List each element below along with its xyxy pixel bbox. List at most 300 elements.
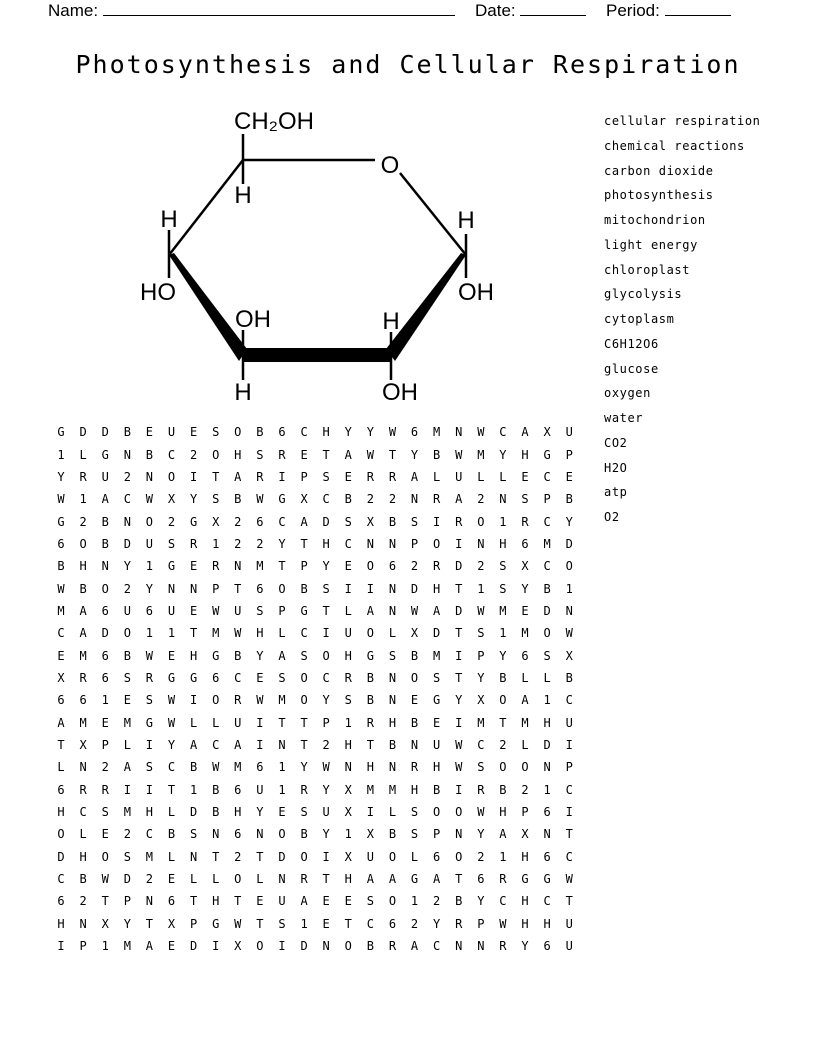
grid-letter[interactable]: I — [278, 939, 286, 954]
grid-letter[interactable]: H — [234, 805, 242, 820]
grid-letter[interactable]: W — [212, 760, 220, 775]
date-blank[interactable] — [520, 0, 586, 16]
grid-letter[interactable]: B — [388, 827, 397, 842]
grid-letter[interactable]: G — [57, 514, 65, 529]
grid-letter[interactable]: L — [521, 737, 529, 752]
grid-letter[interactable]: C — [565, 782, 573, 797]
grid-letter[interactable]: G — [300, 603, 308, 618]
grid-letter[interactable]: H — [322, 425, 330, 440]
grid-letter[interactable]: 2 — [410, 559, 419, 574]
grid-letter[interactable]: M — [145, 849, 154, 864]
grid-letter[interactable]: I — [565, 805, 573, 820]
grid-letter[interactable]: 1 — [212, 536, 220, 551]
grid-letter[interactable]: T — [455, 626, 463, 641]
grid-letter[interactable]: S — [145, 760, 154, 775]
grid-letter[interactable]: L — [388, 805, 397, 820]
grid-letter[interactable]: A — [234, 737, 242, 752]
grid-letter[interactable]: 6 — [256, 581, 264, 596]
grid-letter[interactable]: W — [499, 916, 507, 931]
grid-letter[interactable]: P — [212, 581, 220, 596]
grid-letter[interactable]: 6 — [433, 849, 441, 864]
grid-letter[interactable]: R — [189, 536, 198, 551]
grid-letter[interactable]: L — [79, 447, 87, 462]
grid-letter[interactable]: N — [167, 581, 176, 596]
grid-letter[interactable]: H — [433, 760, 441, 775]
grid-letter[interactable]: W — [455, 737, 463, 752]
grid-letter[interactable]: X — [410, 626, 419, 641]
grid-letter[interactable]: D — [455, 603, 463, 618]
grid-letter[interactable]: T — [565, 827, 573, 842]
grid-letter[interactable]: H — [499, 805, 507, 820]
grid-letter[interactable]: B — [234, 648, 242, 663]
grid-letter[interactable]: R — [410, 760, 419, 775]
grid-letter[interactable]: 6 — [410, 425, 419, 440]
grid-letter[interactable]: C — [167, 447, 176, 462]
period-field[interactable] — [606, 0, 731, 20]
grid-letter[interactable]: 6 — [57, 782, 65, 797]
grid-letter[interactable]: C — [543, 469, 551, 484]
grid-letter[interactable]: B — [433, 447, 441, 462]
grid-letter[interactable]: O — [322, 648, 330, 663]
grid-letter[interactable]: S — [300, 805, 308, 820]
grid-letter[interactable]: I — [123, 782, 131, 797]
grid-letter[interactable]: N — [101, 559, 109, 574]
grid-letter[interactable]: C — [366, 916, 374, 931]
grid-letter[interactable]: A — [366, 872, 374, 887]
grid-letter[interactable]: W — [366, 447, 374, 462]
grid-letter[interactable]: O — [410, 670, 419, 685]
grid-letter[interactable]: U — [565, 715, 573, 730]
grid-letter[interactable]: R — [278, 447, 286, 462]
grid-letter[interactable]: H — [344, 872, 352, 887]
grid-letter[interactable]: 2 — [388, 492, 397, 507]
grid-letter[interactable]: T — [499, 715, 507, 730]
grid-letter[interactable]: G — [189, 670, 198, 685]
grid-letter[interactable]: Y — [322, 559, 330, 574]
grid-letter[interactable]: O — [278, 827, 286, 842]
grid-letter[interactable]: S — [410, 514, 419, 529]
grid-letter[interactable]: B — [455, 894, 463, 909]
grid-letter[interactable]: 6 — [256, 514, 264, 529]
grid-letter[interactable]: Y — [433, 916, 441, 931]
grid-letter[interactable]: D — [123, 872, 131, 887]
grid-letter[interactable]: Y — [499, 447, 507, 462]
grid-letter[interactable]: R — [79, 469, 87, 484]
grid-letter[interactable]: T — [57, 737, 65, 752]
grid-letter[interactable]: H — [521, 916, 529, 931]
grid-letter[interactable]: B — [212, 805, 220, 820]
grid-letter[interactable]: M — [123, 805, 131, 820]
grid-letter[interactable]: R — [234, 693, 242, 708]
grid-letter[interactable]: E — [410, 693, 419, 708]
grid-letter[interactable]: W — [565, 626, 573, 641]
grid-letter[interactable]: N — [278, 737, 286, 752]
grid-letter[interactable]: O — [300, 849, 308, 864]
grid-letter[interactable]: 2 — [234, 514, 242, 529]
grid-letter[interactable]: W — [167, 715, 176, 730]
grid-letter[interactable]: C — [477, 737, 485, 752]
grid-letter[interactable]: P — [123, 894, 131, 909]
grid-letter[interactable]: T — [189, 894, 198, 909]
grid-letter[interactable]: U — [344, 626, 352, 641]
grid-letter[interactable]: S — [212, 492, 220, 507]
grid-letter[interactable]: A — [57, 715, 65, 730]
grid-letter[interactable]: N — [366, 536, 374, 551]
grid-letter[interactable]: U — [167, 425, 176, 440]
grid-letter[interactable]: N — [388, 670, 397, 685]
grid-letter[interactable]: A — [521, 425, 529, 440]
grid-letter[interactable]: Y — [322, 827, 330, 842]
grid-letter[interactable]: G — [543, 872, 551, 887]
grid-letter[interactable]: A — [366, 603, 374, 618]
grid-letter[interactable]: 6 — [101, 670, 109, 685]
grid-letter[interactable]: 1 — [410, 894, 419, 909]
grid-letter[interactable]: E — [167, 872, 176, 887]
grid-letter[interactable]: H — [543, 715, 551, 730]
grid-letter[interactable]: 2 — [477, 849, 485, 864]
grid-letter[interactable]: L — [57, 760, 65, 775]
grid-letter[interactable]: G — [212, 648, 220, 663]
grid-letter[interactable]: G — [278, 492, 286, 507]
grid-letter[interactable]: 6 — [278, 425, 286, 440]
grid-letter[interactable]: 2 — [322, 737, 330, 752]
grid-letter[interactable]: O — [101, 849, 109, 864]
grid-letter[interactable]: Y — [565, 514, 573, 529]
grid-letter[interactable]: L — [189, 872, 198, 887]
grid-letter[interactable]: B — [300, 581, 308, 596]
grid-letter[interactable]: W — [145, 648, 154, 663]
grid-letter[interactable]: P — [433, 827, 441, 842]
grid-letter[interactable]: P — [565, 447, 573, 462]
grid-letter[interactable]: Y — [167, 737, 176, 752]
grid-letter[interactable]: B — [101, 536, 109, 551]
grid-letter[interactable]: T — [366, 737, 374, 752]
grid-letter[interactable]: L — [499, 469, 507, 484]
grid-letter[interactable]: 1 — [101, 693, 109, 708]
grid-letter[interactable]: E — [521, 469, 529, 484]
grid-letter[interactable]: H — [79, 849, 87, 864]
grid-letter[interactable]: A — [410, 469, 419, 484]
grid-letter[interactable]: M — [521, 715, 529, 730]
grid-letter[interactable]: T — [212, 469, 220, 484]
grid-letter[interactable]: M — [234, 760, 242, 775]
grid-letter[interactable]: I — [145, 737, 154, 752]
grid-letter[interactable]: G — [167, 559, 176, 574]
grid-letter[interactable]: L — [123, 737, 131, 752]
grid-letter[interactable]: I — [256, 715, 264, 730]
grid-letter[interactable]: C — [212, 737, 220, 752]
grid-letter[interactable]: 2 — [79, 514, 87, 529]
grid-letter[interactable]: W — [57, 492, 65, 507]
grid-letter[interactable]: N — [256, 827, 264, 842]
grid-letter[interactable]: L — [477, 469, 485, 484]
grid-letter[interactable]: U — [234, 715, 242, 730]
period-blank[interactable] — [665, 0, 731, 16]
grid-letter[interactable]: H — [410, 782, 419, 797]
grid-letter[interactable]: O — [565, 559, 573, 574]
grid-letter[interactable]: R — [212, 559, 220, 574]
grid-letter[interactable]: I — [278, 469, 286, 484]
grid-letter[interactable]: X — [565, 648, 573, 663]
grid-letter[interactable]: E — [344, 559, 352, 574]
grid-letter[interactable]: Y — [366, 425, 374, 440]
grid-letter[interactable]: T — [234, 581, 242, 596]
grid-letter[interactable]: H — [189, 648, 198, 663]
grid-letter[interactable]: X — [300, 492, 308, 507]
grid-letter[interactable]: E — [101, 827, 109, 842]
grid-letter[interactable]: D — [189, 805, 198, 820]
grid-letter[interactable]: H — [57, 916, 65, 931]
grid-letter[interactable]: N — [79, 916, 87, 931]
grid-letter[interactable]: E — [322, 916, 330, 931]
grid-letter[interactable]: A — [433, 872, 441, 887]
grid-letter[interactable]: A — [300, 514, 308, 529]
grid-letter[interactable]: M — [278, 693, 286, 708]
grid-letter[interactable]: T — [256, 849, 264, 864]
grid-letter[interactable]: T — [234, 894, 242, 909]
grid-letter[interactable]: 2 — [433, 894, 441, 909]
grid-letter[interactable]: N — [388, 693, 397, 708]
grid-letter[interactable]: 6 — [57, 536, 65, 551]
grid-letter[interactable]: O — [455, 805, 463, 820]
grid-letter[interactable]: B — [366, 939, 374, 954]
grid-letter[interactable]: M — [433, 648, 441, 663]
grid-letter[interactable]: Y — [344, 425, 352, 440]
grid-letter[interactable]: O — [123, 626, 131, 641]
grid-letter[interactable]: S — [433, 670, 441, 685]
grid-letter[interactable]: G — [189, 514, 198, 529]
grid-letter[interactable]: 1 — [300, 916, 308, 931]
grid-letter[interactable]: H — [499, 536, 507, 551]
grid-letter[interactable]: B — [565, 492, 573, 507]
grid-letter[interactable]: N — [499, 492, 507, 507]
grid-letter[interactable]: A — [410, 939, 419, 954]
grid-letter[interactable]: A — [189, 737, 198, 752]
grid-letter[interactable]: R — [344, 670, 352, 685]
grid-letter[interactable]: L — [212, 872, 220, 887]
grid-letter[interactable]: L — [167, 849, 176, 864]
grid-letter[interactable]: L — [167, 805, 176, 820]
grid-letter[interactable]: C — [57, 872, 65, 887]
grid-letter[interactable]: L — [256, 872, 264, 887]
grid-letter[interactable]: X — [366, 827, 374, 842]
grid-letter[interactable]: X — [344, 805, 352, 820]
grid-letter[interactable]: R — [256, 469, 264, 484]
grid-letter[interactable]: P — [300, 469, 308, 484]
grid-letter[interactable]: P — [300, 559, 308, 574]
grid-letter[interactable]: C — [433, 939, 441, 954]
grid-letter[interactable]: I — [344, 581, 352, 596]
grid-letter[interactable]: O — [499, 693, 507, 708]
grid-letter[interactable]: X — [344, 849, 352, 864]
grid-letter[interactable]: 6 — [79, 693, 87, 708]
grid-letter[interactable]: P — [410, 536, 419, 551]
grid-letter[interactable]: S — [388, 648, 397, 663]
grid-letter[interactable]: T — [167, 782, 176, 797]
grid-letter[interactable]: S — [145, 693, 154, 708]
grid-letter[interactable]: A — [145, 939, 154, 954]
grid-letter[interactable]: I — [455, 648, 463, 663]
grid-letter[interactable]: W — [455, 760, 463, 775]
grid-letter[interactable]: S — [499, 559, 507, 574]
grid-letter[interactable]: O — [366, 559, 374, 574]
grid-letter[interactable]: Y — [123, 916, 131, 931]
grid-letter[interactable]: X — [477, 693, 485, 708]
grid-letter[interactable]: R — [388, 939, 397, 954]
grid-letter[interactable]: T — [322, 872, 330, 887]
grid-letter[interactable]: I — [455, 536, 463, 551]
grid-letter[interactable]: P — [322, 715, 330, 730]
grid-letter[interactable]: T — [322, 447, 330, 462]
grid-letter[interactable]: B — [123, 648, 131, 663]
grid-letter[interactable]: D — [455, 559, 463, 574]
grid-letter[interactable]: X — [167, 916, 176, 931]
grid-letter[interactable]: U — [256, 782, 264, 797]
grid-letter[interactable]: D — [543, 737, 551, 752]
grid-letter[interactable]: N — [477, 536, 485, 551]
grid-letter[interactable]: B — [57, 559, 65, 574]
grid-letter[interactable]: P — [521, 805, 529, 820]
grid-letter[interactable]: R — [366, 715, 374, 730]
grid-letter[interactable]: W — [57, 581, 65, 596]
grid-letter[interactable]: 1 — [565, 581, 573, 596]
grid-letter[interactable]: E — [189, 603, 198, 618]
grid-letter[interactable]: A — [278, 648, 286, 663]
grid-letter[interactable]: P — [189, 916, 198, 931]
grid-letter[interactable]: 1 — [145, 559, 154, 574]
grid-letter[interactable]: T — [300, 536, 308, 551]
grid-letter[interactable]: O — [477, 514, 485, 529]
grid-letter[interactable]: B — [256, 425, 264, 440]
grid-letter[interactable]: O — [499, 760, 507, 775]
grid-letter[interactable]: B — [79, 872, 87, 887]
grid-letter[interactable]: M — [521, 626, 529, 641]
grid-letter[interactable]: T — [101, 894, 109, 909]
grid-letter[interactable]: B — [79, 581, 87, 596]
grid-letter[interactable]: O — [344, 939, 352, 954]
grid-letter[interactable]: U — [565, 916, 573, 931]
grid-letter[interactable]: G — [366, 648, 374, 663]
grid-letter[interactable]: E — [145, 425, 154, 440]
grid-letter[interactable]: X — [543, 425, 551, 440]
grid-letter[interactable]: W — [477, 805, 485, 820]
grid-letter[interactable]: O — [543, 626, 551, 641]
grid-letter[interactable]: N — [455, 425, 463, 440]
grid-letter[interactable]: W — [256, 492, 264, 507]
grid-letter[interactable]: B — [433, 782, 441, 797]
grid-letter[interactable]: Y — [256, 648, 264, 663]
grid-letter[interactable]: 1 — [543, 693, 551, 708]
grid-letter[interactable]: Y — [145, 581, 154, 596]
grid-letter[interactable]: E — [167, 939, 176, 954]
grid-letter[interactable]: E — [256, 670, 264, 685]
grid-letter[interactable]: M — [366, 782, 374, 797]
grid-letter[interactable]: 2 — [410, 916, 419, 931]
grid-letter[interactable]: 2 — [123, 581, 131, 596]
grid-letter[interactable]: C — [543, 559, 551, 574]
grid-letter[interactable]: 2 — [123, 469, 131, 484]
grid-letter[interactable]: 1 — [344, 715, 352, 730]
grid-letter[interactable]: D — [101, 626, 109, 641]
grid-letter[interactable]: U — [234, 603, 242, 618]
grid-letter[interactable]: L — [433, 469, 441, 484]
grid-letter[interactable]: H — [212, 894, 220, 909]
grid-letter[interactable]: S — [521, 492, 529, 507]
grid-letter[interactable]: R — [433, 492, 441, 507]
grid-letter[interactable]: I — [212, 939, 220, 954]
grid-letter[interactable]: Y — [322, 693, 330, 708]
grid-letter[interactable]: N — [455, 827, 463, 842]
grid-letter[interactable]: S — [344, 514, 352, 529]
grid-letter[interactable]: R — [433, 559, 441, 574]
grid-letter[interactable]: C — [499, 894, 507, 909]
grid-letter[interactable]: B — [300, 827, 308, 842]
grid-letter[interactable]: 6 — [543, 805, 551, 820]
grid-letter[interactable]: X — [79, 737, 87, 752]
grid-letter[interactable]: 1 — [278, 760, 286, 775]
grid-letter[interactable]: E — [521, 603, 529, 618]
grid-letter[interactable]: 1 — [167, 626, 176, 641]
grid-letter[interactable]: M — [499, 603, 507, 618]
grid-letter[interactable]: I — [322, 849, 330, 864]
grid-letter[interactable]: C — [543, 514, 551, 529]
grid-letter[interactable]: 2 — [477, 492, 485, 507]
grid-letter[interactable]: G — [212, 916, 220, 931]
grid-letter[interactable]: S — [278, 670, 286, 685]
grid-letter[interactable]: C — [322, 492, 330, 507]
grid-letter[interactable]: 6 — [57, 894, 65, 909]
grid-letter[interactable]: 1 — [499, 849, 507, 864]
grid-letter[interactable]: B — [123, 425, 131, 440]
grid-letter[interactable]: A — [79, 603, 87, 618]
grid-letter[interactable]: M — [212, 626, 220, 641]
grid-letter[interactable]: T — [212, 849, 220, 864]
grid-letter[interactable]: N — [455, 939, 463, 954]
grid-letter[interactable]: O — [212, 693, 220, 708]
grid-letter[interactable]: 6 — [234, 782, 242, 797]
grid-letter[interactable]: R — [499, 939, 507, 954]
grid-letter[interactable]: B — [543, 581, 551, 596]
grid-letter[interactable]: N — [322, 939, 330, 954]
grid-letter[interactable]: 2 — [366, 492, 374, 507]
grid-letter[interactable]: O — [101, 581, 109, 596]
grid-letter[interactable]: D — [433, 626, 441, 641]
grid-letter[interactable]: 6 — [234, 827, 242, 842]
grid-letter[interactable]: E — [344, 894, 352, 909]
grid-letter[interactable]: I — [366, 581, 374, 596]
grid-letter[interactable]: C — [565, 849, 573, 864]
grid-letter[interactable]: E — [123, 693, 131, 708]
grid-letter[interactable]: 6 — [521, 536, 529, 551]
grid-letter[interactable]: O — [521, 760, 529, 775]
grid-letter[interactable]: D — [565, 536, 573, 551]
grid-letter[interactable]: I — [189, 693, 198, 708]
grid-letter[interactable]: R — [366, 469, 374, 484]
grid-letter[interactable]: S — [123, 670, 131, 685]
grid-letter[interactable]: W — [477, 603, 485, 618]
grid-letter[interactable]: T — [455, 670, 463, 685]
grid-letter[interactable]: U — [366, 849, 374, 864]
grid-letter[interactable]: U — [455, 469, 463, 484]
grid-letter[interactable]: A — [388, 872, 397, 887]
grid-letter[interactable]: 6 — [388, 559, 397, 574]
grid-letter[interactable]: C — [123, 492, 131, 507]
grid-letter[interactable]: N — [123, 514, 131, 529]
grid-letter[interactable]: O — [278, 581, 286, 596]
grid-letter[interactable]: O — [167, 469, 176, 484]
grid-letter[interactable]: I — [322, 626, 330, 641]
grid-letter[interactable]: 6 — [543, 939, 551, 954]
